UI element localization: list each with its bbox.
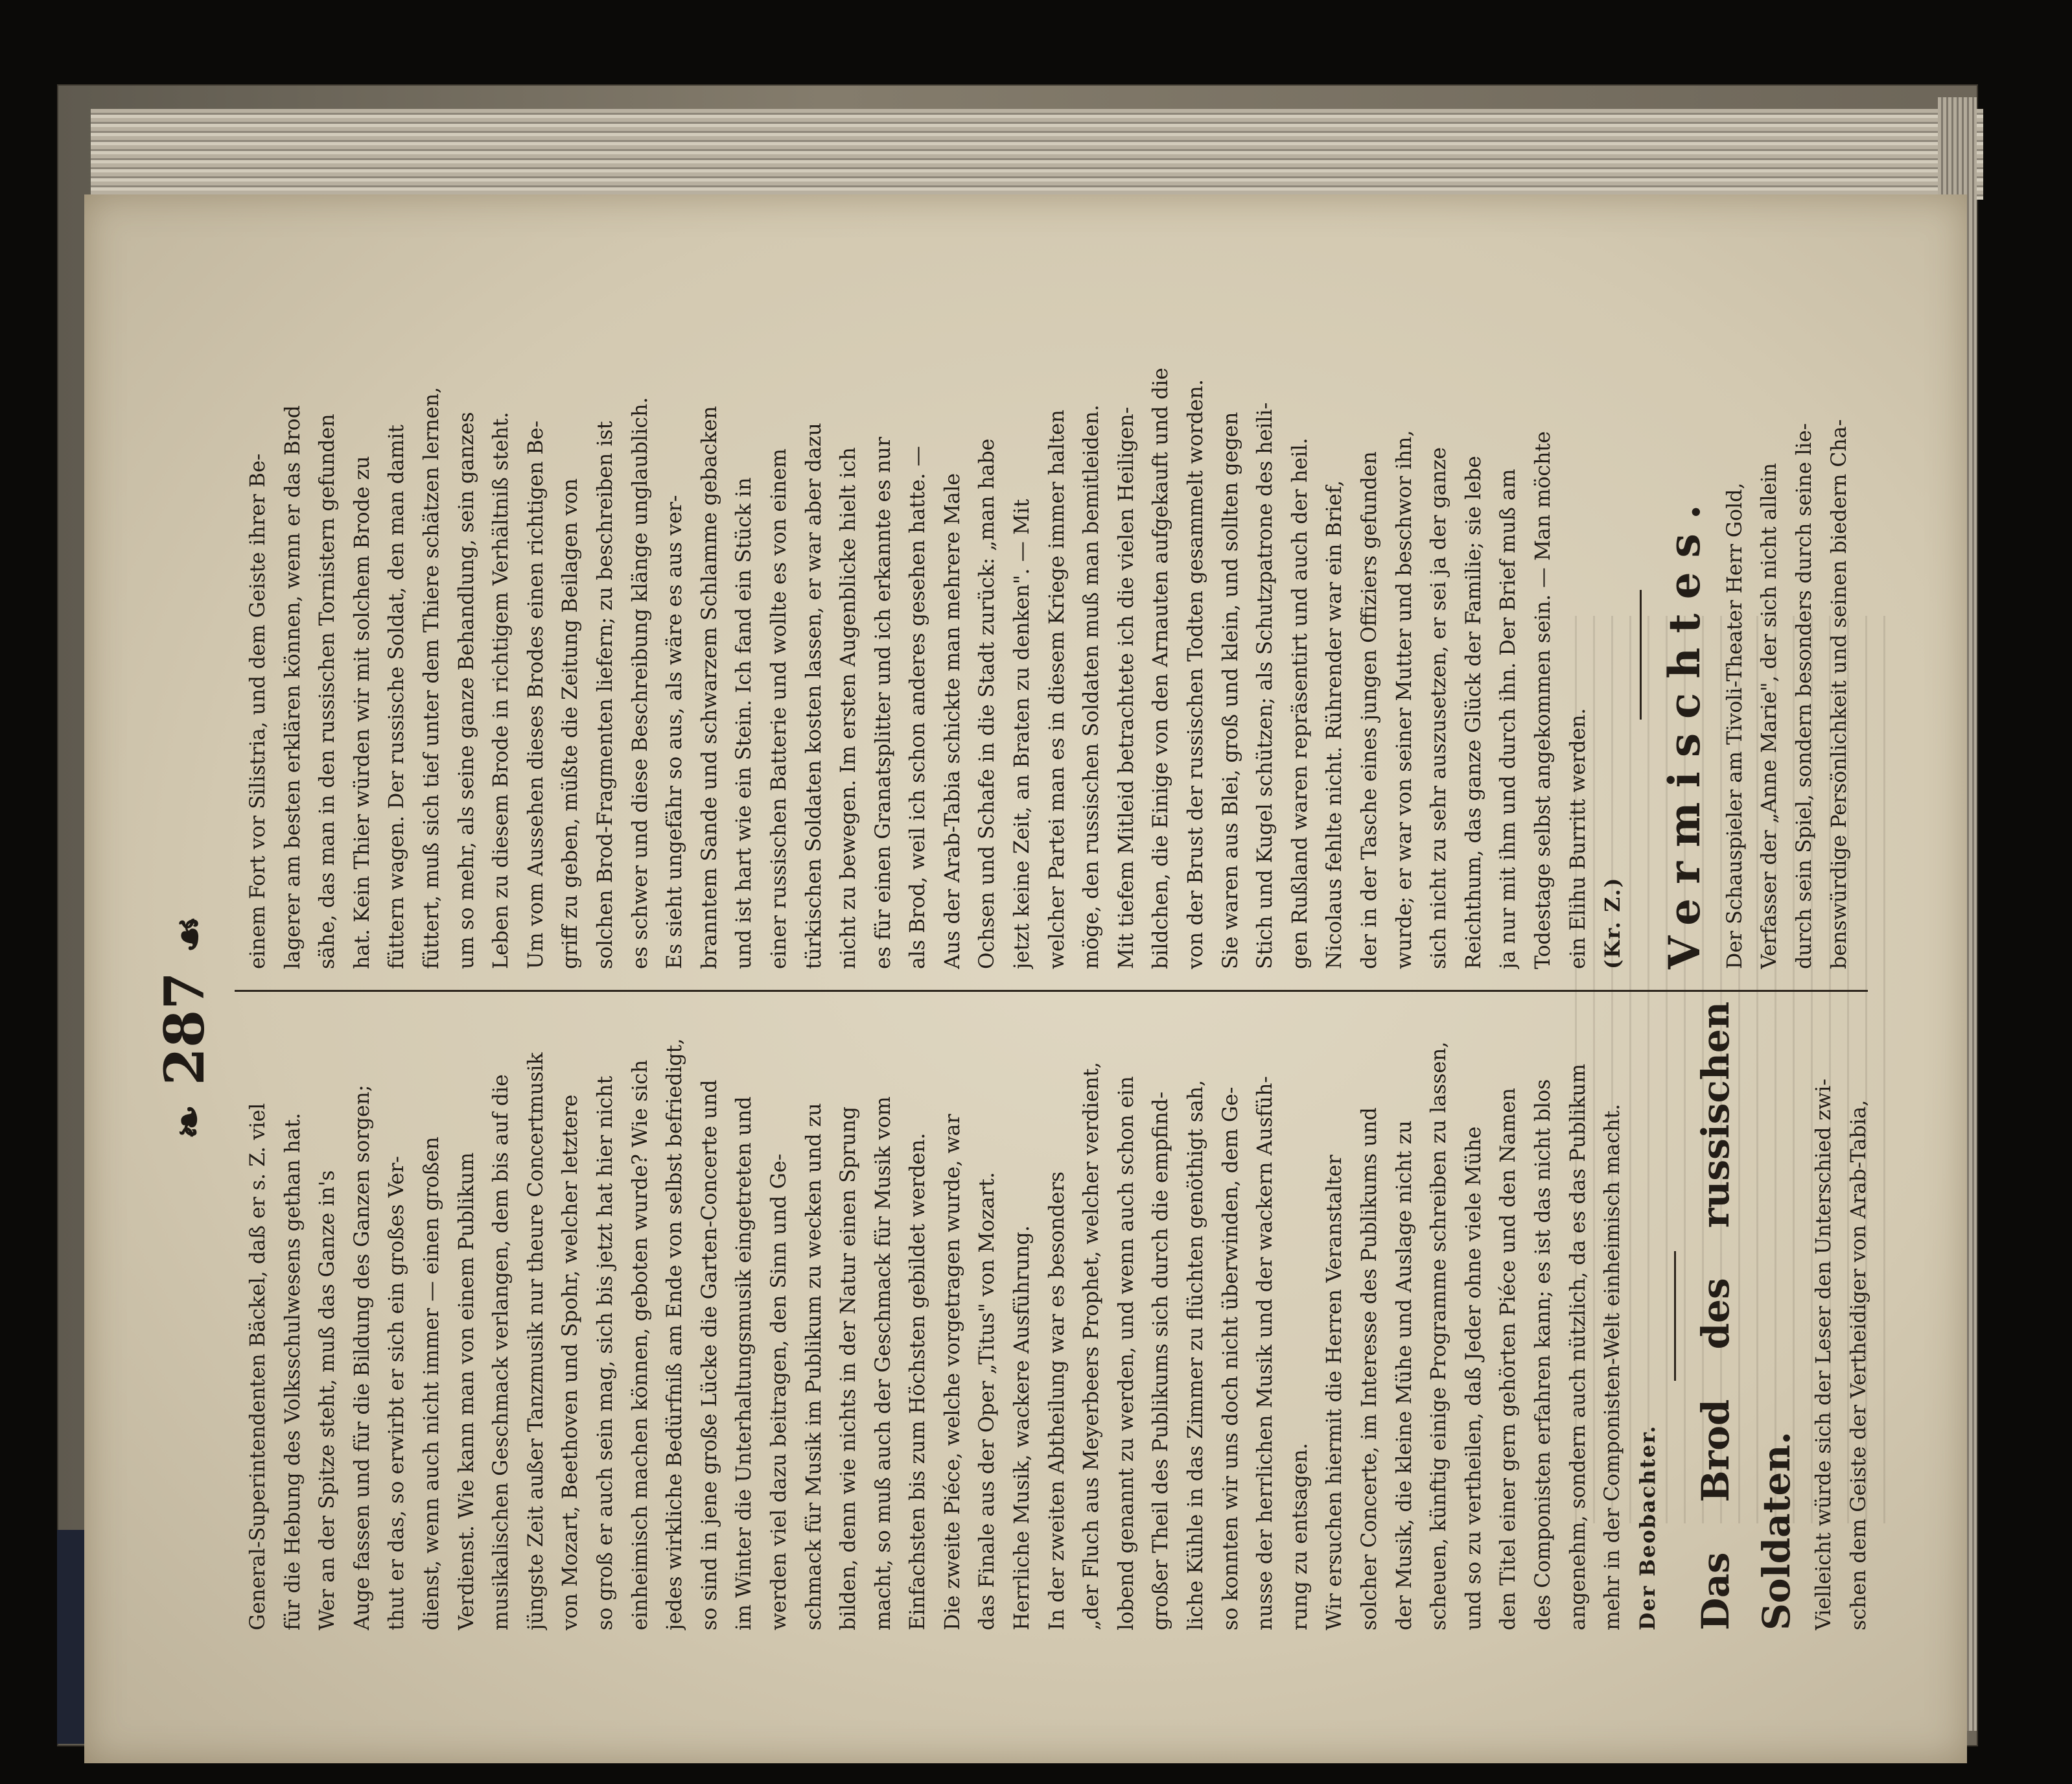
text-line: Auge fassen und für die Bildung des Ganzen sorgen; — [350, 1085, 374, 1630]
paragraph-concert-4 — [1318, 1002, 1630, 1630]
ornament-right-icon: ☙ — [165, 915, 214, 953]
paragraph-brod-1 — [1807, 1002, 1876, 1630]
text-line: rung zu entsagen. — [1288, 1442, 1312, 1630]
text-line: schmack für Musik im Publikum zu wecken und zu — [802, 1103, 826, 1630]
text-line: so sind in jene große Lücke die Garten-Concerte und — [697, 1079, 721, 1630]
text-line: jetzt keine Zeit, an Braten zu denken". — Mit — [1010, 499, 1034, 969]
text-line: liche Kühle in das Zimmer zu flüchten genöthigt sah, — [1184, 1079, 1208, 1630]
text-line: Einfachsten bis zum Höchsten gebildet werden. — [906, 1133, 930, 1630]
text-line: lagerer am besten erklären können, wenn er das Brod — [281, 405, 305, 969]
text-line: Verdienst. Wie kann man von einem Publikum — [454, 1152, 478, 1630]
text-line: füttert, muß sich tief unter dem Thiere schätzen lernen, — [419, 386, 443, 969]
text-line: Mit tiefem Mitleid betrachtete ich die vielen Heiligen- — [1114, 406, 1138, 969]
text-line: und so zu vertheilen, daß Jeder ohne viele Mühe — [1461, 1126, 1485, 1630]
text-line: den Titel einer gern gehörten Piéce und den Namen — [1496, 1088, 1520, 1630]
text-line: Wer an der Spitze steht, muß das Ganze in's — [316, 1170, 340, 1630]
text-line: Vielleicht würde sich der Leser den Unterschied zwi- — [1812, 1078, 1836, 1630]
text-line: solcher Concerte, im Interesse des Publikums und — [1358, 1107, 1381, 1630]
text-line: branntem Sande und schwarzem Schlamme gebacken — [697, 406, 721, 969]
text-line: jüngste Zeit außer Tanzmusik nur theure Concertmusik — [524, 1052, 548, 1630]
text-line: Leben zu diesem Brode in richtigem Verhältniß steht. — [489, 412, 513, 969]
text-line: ja nur mit ihm und durch ihn. Der Brief muß am — [1496, 469, 1520, 969]
text-line: Die zweite Piéce, welche vorgetragen wurde, war — [940, 1114, 964, 1630]
text-line: sähe, das man in den russischen Tornistern gefunden — [316, 414, 340, 969]
section-title: Vermischtes. — [1659, 490, 1710, 969]
text-line: Nicolaus fehlte nicht. Rührender war ein Brief, — [1323, 480, 1347, 969]
text-line: jedes wirkliche Bedürfniß am Ende von selbst befriedigt, — [663, 1038, 687, 1630]
text-line: türkischen Soldaten kosten lassen, er war aber dazu — [802, 423, 826, 969]
text-line: Es sieht ungefähr so aus, als wäre es aus ver- — [663, 495, 687, 969]
text-line: Herrliche Musik, wackere Ausführung. — [1010, 1225, 1034, 1630]
text-line: schen dem Geiste der Vertheidiger von Arab-Tabia, — [1846, 1099, 1870, 1630]
text-line: benswürdige Persönlichkeit und seinen biedern Cha- — [1827, 419, 1851, 969]
text-line: griff zu geben, müßte die Zeitung Beilagen von — [559, 478, 583, 969]
text-line: das Finale aus der Oper „Titus" von Mozart. — [975, 1171, 999, 1630]
text-line: von Mozart, Beethoven und Spohr, welcher letztere — [559, 1094, 583, 1630]
right-column — [241, 340, 1851, 969]
signature: Der Beobachter. — [1635, 1424, 1660, 1630]
ornament-left-icon: ❧ — [165, 1104, 214, 1140]
text-line: Um vom Aussehen dieses Brodes einen richtigen Be- — [524, 420, 548, 969]
text-line: In der zweiten Abtheilung war es besonders — [1045, 1171, 1069, 1630]
text-line: General-Superintendenten Bäckel, daß er s. Z. viel — [246, 1103, 270, 1630]
column-divider — [235, 990, 1868, 992]
article-title: Das Brod des russischen Soldaten. — [1694, 1002, 1799, 1630]
text-line: Verfasser der „Anne Marie", der sich nicht allein — [1758, 463, 1782, 969]
text-line: scheuen, künftig einige Programme schreiben zu lassen, — [1427, 1041, 1451, 1630]
text-line: ein Elihu Burritt werden. — [1566, 708, 1590, 969]
text-line: es schwer und diese Beschreibung klänge unglaublich. — [628, 397, 652, 969]
text-line: möge, den russischen Soldaten muß man bemitleiden. — [1080, 405, 1104, 969]
paragraph-brod-2 — [241, 340, 1596, 969]
text-line: der Musik, die kleine Mühe und Auslage nicht zu — [1392, 1120, 1416, 1630]
text-line: Sie waren aus Blei, groß und klein, und sollten gegen — [1218, 412, 1242, 969]
text-line: angenehm, sondern auch nützlich, da es das Publikum — [1566, 1063, 1590, 1630]
text-line: dienst, wenn auch nicht immer — einen großen — [419, 1136, 443, 1630]
text-line: hat. Kein Thier würden wir mit solchem Brode zu — [350, 456, 374, 969]
text-line: wurde; er war von seiner Mutter und beschwor ihn, — [1392, 430, 1416, 969]
text-line: Wir ersuchen hiermit die Herren Veranstalter — [1323, 1155, 1347, 1630]
paragraph-concert-3 — [1040, 1002, 1318, 1630]
citation: (Kr. Z.) — [1601, 876, 1625, 969]
text-line: als Brod, weil ich schon anderes gesehen hatte. — — [906, 445, 930, 969]
text-line: Todestage selbst angekommen sein. — Man möchte — [1531, 431, 1555, 969]
text-line: so konnten wir uns doch nicht überwinden, dem Ge- — [1218, 1086, 1242, 1630]
text-line: nusse der herrlichen Musik und der wackern Ausfüh- — [1253, 1075, 1277, 1630]
text-line: sich nicht zu sehr auszusetzen, er sei ja der ganze — [1427, 447, 1451, 969]
text-line: mehr in der Componisten-Welt einheimisch macht. — [1601, 1103, 1625, 1630]
text-line: von der Brust der russischen Todten gesammelt worden. — [1184, 379, 1208, 969]
text-line: und ist hart wie ein Stein. Ich fand ein Stück in — [732, 477, 756, 969]
text-line: bilden, denn wie nichts in der Natur einen Sprung — [837, 1106, 861, 1630]
text-line: macht, so muß auch der Geschmack für Musik vom — [871, 1096, 895, 1630]
text-line: Der Schauspieler am Tivoli-Theater Herr Gold, — [1723, 482, 1747, 969]
paragraph-concert-1 — [241, 1002, 936, 1630]
text-line: großer Theil des Publikums sich durch die empfind- — [1149, 1091, 1173, 1630]
text-line: lobend genannt zu werden, und wenn auch schon ein — [1114, 1076, 1138, 1630]
text-line: Stich und Kugel schützen; als Schutzpatrone des heili- — [1253, 402, 1277, 969]
text-line: einheimisch machen können, geboten wurde? Wie sich — [628, 1059, 652, 1630]
text-line: Ochsen und Schafe in die Stadt zurück: „man habe — [975, 438, 999, 969]
text-line: „der Fluch aus Meyerbeers Prophet, welcher verdient, — [1080, 1062, 1104, 1630]
text-line: einer russischen Batterie und wollte es von einem — [767, 448, 791, 969]
text-line: thut er das, so erwirbt er sich ein großes Ver- — [385, 1156, 409, 1630]
text-line: füttern wagen. Der russische Soldat, den man damit — [385, 425, 409, 969]
text-line: es für einen Granatsplitter und ich erkannte es nur — [871, 436, 895, 969]
text-line: so groß er auch sein mag, sich bis jetzt hat hier nicht — [593, 1075, 617, 1630]
text-line: Aus der Arab-Tabia schickte man mehrere Male — [940, 473, 964, 969]
text-line: im Winter die Unterhaltungsmusik eingetreten und — [732, 1096, 756, 1630]
separator-rule — [1674, 1251, 1676, 1381]
paragraph-vermischtes-1 — [1718, 340, 1857, 969]
text-line: gen Rußland waren repräsentirt und auch der heil. — [1288, 438, 1312, 969]
left-column — [241, 1002, 1870, 1630]
text-line: für die Hebung des Volksschulwesens gethan hat. — [281, 1112, 305, 1630]
text-line: des Componisten erfahren kann; es ist das nicht blos — [1531, 1079, 1555, 1630]
text-line: Reichthum, das ganze Glück der Familie; sie lebe — [1461, 456, 1485, 969]
text-line: einem Fort vor Silistria, und dem Geiste ihrer Be- — [246, 453, 270, 969]
text-line: solchen Brod-Fragmenten liefern; zu beschreiben ist — [593, 421, 617, 969]
rotated-page-content — [137, 152, 1920, 1643]
text-line: bildchen, die Einige von den Arnauten aufgekauft und die — [1149, 368, 1173, 969]
text-line: durch sein Spiel, sondern besonders durch seine lie- — [1792, 423, 1816, 969]
text-line: nicht zu bewegen. Im ersten Augenblicke hielt ich — [837, 447, 861, 969]
text-line: um so mehr, als seine ganze Behandlung, sein ganzes — [454, 412, 478, 969]
page-number-header — [143, 412, 227, 1643]
separator-rule — [1640, 590, 1642, 720]
paragraph-concert-2 — [936, 1002, 1040, 1630]
page-number: 287 — [152, 972, 216, 1086]
text-line: werden viel dazu beitragen, den Sinn und Ge- — [767, 1153, 791, 1630]
text-line: welcher Partei man es in diesem Kriege immer halten — [1045, 410, 1069, 969]
text-line: musikalischen Geschmack verlangen, dem bis auf die — [489, 1074, 513, 1630]
text-line: der in der Tasche eines jungen Offiziers gefunden — [1358, 451, 1381, 969]
